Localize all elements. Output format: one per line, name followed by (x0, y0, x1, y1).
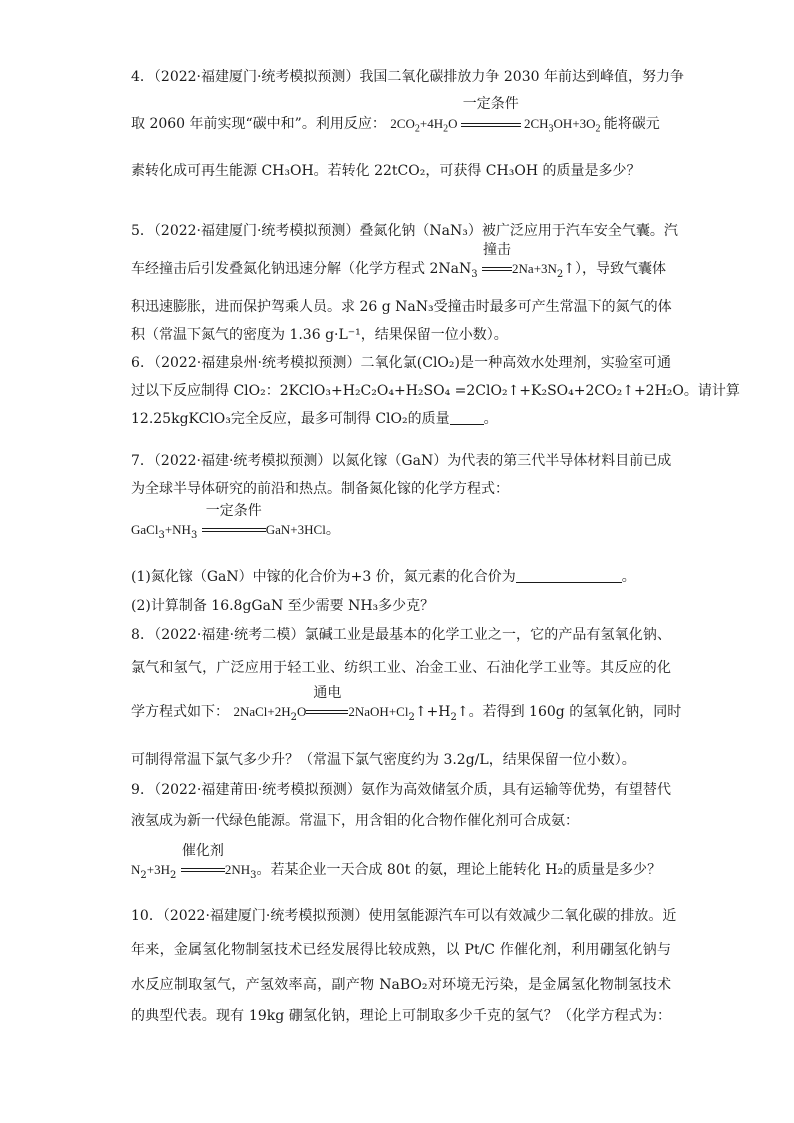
q6-line-1: 6．（2022·福建泉州·统考模拟预测）二氧化氯(ClO₂)是一种高效水处理剂，实验室可通 (131, 355, 671, 371)
q4-text-a: 取 2060 年前实现“碳中和”。利用反应： (131, 116, 386, 132)
q8-product-3: ↑ (456, 704, 469, 720)
q8-reactant-2: O (297, 704, 307, 719)
q9-condition: 催化剂 (181, 843, 224, 859)
q7-sub-1-end: 。 (621, 569, 636, 585)
q5-condition-arrow (482, 242, 512, 279)
q7-reactant-2: +NH (164, 522, 191, 537)
q5-line-1: 5．（2022·福建厦门·统考模拟预测）叠氮化钠（NaN₃）被广泛应用于汽车安全气囊。汽 (131, 223, 678, 239)
q5-product: 2Na+3N (512, 261, 557, 276)
q5-condition: 撞击 (483, 242, 512, 258)
q8-condition: 通电 (313, 685, 342, 701)
q4-condition-arrow (461, 97, 521, 134)
q8-line-2: 氯气和氢气，广泛应用于轻工业、纺织工业、冶金工业、石油化学工业等。其反应的化 (131, 660, 671, 676)
q8-line-4: 可制得常温下氯气多少升？（常温下氯气密度约为 3.2g/L，结果保留一位小数）。 (131, 752, 636, 768)
q8-product-1: 2NaOH+Cl (348, 704, 409, 719)
q10-line-1: 10．（2022·福建厦门·统考模拟预测）使用氢能源汽车可以有效减少二氧化碳的排放。近 (131, 908, 677, 924)
q5-line-2: 车经撞击后引发叠氮化钠迅速分解（化学方程式 2NaN$_3$ 撞击 $2Na+3N_2↑$），导致气囊体 (131, 242, 667, 280)
q9-reactant-2: +3H (146, 862, 170, 877)
q8-line-1: 8．（2022·福建·统考二模）氯碱工业是最基本的化学工业之一，它的产品有氢氧化钠、 (131, 627, 671, 643)
q7-line-2: 为全球半导体研究的前沿和热点。制备氮化镓的化学方程式： (131, 481, 509, 497)
q7-answer-blank[interactable] (516, 568, 622, 583)
q6-answer-blank[interactable] (450, 410, 484, 425)
q4-product-2: OH+3O (553, 116, 596, 131)
q5-line-3: 积迅速膨胀，进而保护驾乘人员。求 26 g NaN₃受撞击时最多可产生常温下的氮气的体 (131, 299, 672, 315)
q4-line-3: 素转化成可再生能源 CH₃OH。若转化 22tCO₂，可获得 CH₃OH 的质量是多少？ (131, 163, 641, 179)
q5-line-4: 积（常温下氮气的密度为 1.36 g·L⁻¹，结果保留一位小数）。 (131, 327, 508, 343)
q7-sub-1 (131, 567, 671, 587)
q7-line-1: 7．（2022·福建·统考模拟预测）以氮化镓（GaN）为代表的第三代半导体材料目前已成 (131, 453, 672, 469)
q5-text-b: ↑），导致气囊体 (563, 261, 667, 277)
q7-product: GaN+3HCl (265, 522, 326, 537)
q7-sub-2: (2)计算制备 16.8gGaN 至少需要 NH₃多少克？ (131, 598, 435, 614)
q4-equation: $2CO_2+4H_2O$ 一定条件 $2CH_3OH+3O_2$ (390, 97, 601, 135)
q4-line-2 (131, 97, 671, 135)
q7-equation: $GaCl_3+NH_3$ 一定条件 GaN+3HCl。 (131, 503, 340, 541)
q9-equation-line: $N_2+3H_2$ 催化剂 $2NH_3$。若某企业一天合成 80t 的氨，理论上能转化 H₂的质量是多少？ (131, 843, 662, 881)
q9-line-1: 9．（2022·福建莆田·统考模拟预测）氨作为高效储氢介质，具有运输等优势，有望替代 (131, 782, 671, 798)
q9-reactant-1: N (131, 862, 141, 877)
q8-product-2: ↑+H (414, 704, 451, 720)
q8-text-b: 。若得到 160g 的氢氧化钠，同时 (468, 704, 682, 720)
q7-condition: 一定条件 (205, 503, 262, 519)
q7-equation-end: 。 (325, 522, 340, 538)
q9-line-2: 液氢成为新一代绿色能源。常温下，用含钼的化合物作催化剂可合成氨： (131, 813, 579, 829)
q4-condition: 一定条件 (462, 97, 519, 112)
q8-line-3: 学方程式如下： $2NaCl+2H_2O$ 通电 $2NaOH+Cl_2↑+H_2↑$。若得到 160g 的氢氧化钠，同时 (131, 685, 682, 723)
q6-line-2: 过以下反应制得 ClO₂：2KClO₃+H₂C₂O₄+H₂SO₄ =2ClO₂↑+K₂SO₄+2CO₂↑+2H₂O。请计算 (131, 383, 740, 399)
q4-reactant-2: +4H (419, 116, 444, 131)
q7-reactant-1: GaCl (131, 522, 159, 537)
q9-product: 2NH (224, 862, 251, 877)
q9-condition-arrow (181, 843, 225, 880)
q9-text-tail: 。若某企业一天合成 80t 的氨，理论上能转化 H₂的质量是多少？ (256, 862, 662, 878)
q7-sub-1-text: (1)氮化镓（GaN）中镓的化合价为+3 价，氮元素的化合价为 (131, 569, 516, 585)
q4-text-b: 能将碳元 (603, 116, 660, 132)
q6-text-end: 。 (483, 411, 498, 427)
q10-line-3: 水反应制取氢气，产氢效率高，副产物 NaBO₂对环境无污染，是金属氢化物制氢技术 (131, 977, 671, 993)
q6-line-3 (131, 409, 671, 429)
q8-condition-arrow (306, 685, 348, 722)
q4-reactant-1: 2CO (390, 116, 415, 131)
q10-line-2: 年来，金属氢化物制氢技术已经发展得比较成熟，以 Pt/C 作催化剂，利用硼氢化钠与 (131, 942, 671, 958)
q4-product-1: 2CH (523, 116, 549, 131)
q5-text-a: 车经撞击后引发叠氮化钠迅速分解（化学方程式 2NaN (131, 261, 472, 277)
q8-reactant-1: 2NaCl+2H (233, 704, 291, 719)
q4-reactant-3: O (448, 116, 458, 131)
q7-condition-arrow (202, 503, 266, 540)
q10-line-4: 的典型代表。现有 19kg 硼氢化钠，理论上可制取多少千克的氢气？（化学方程式为： (131, 1008, 671, 1024)
q8-text-a: 学方程式如下： (131, 704, 229, 720)
q6-text: 12.25kgKClO₃完全反应，最多可制得 ClO₂的质量 (131, 411, 450, 427)
q4-line-1: 4．（2022·福建厦门·统考模拟预测）我国二氧化碳排放力争 2030 年前达到峰值，努力争 (131, 69, 684, 85)
